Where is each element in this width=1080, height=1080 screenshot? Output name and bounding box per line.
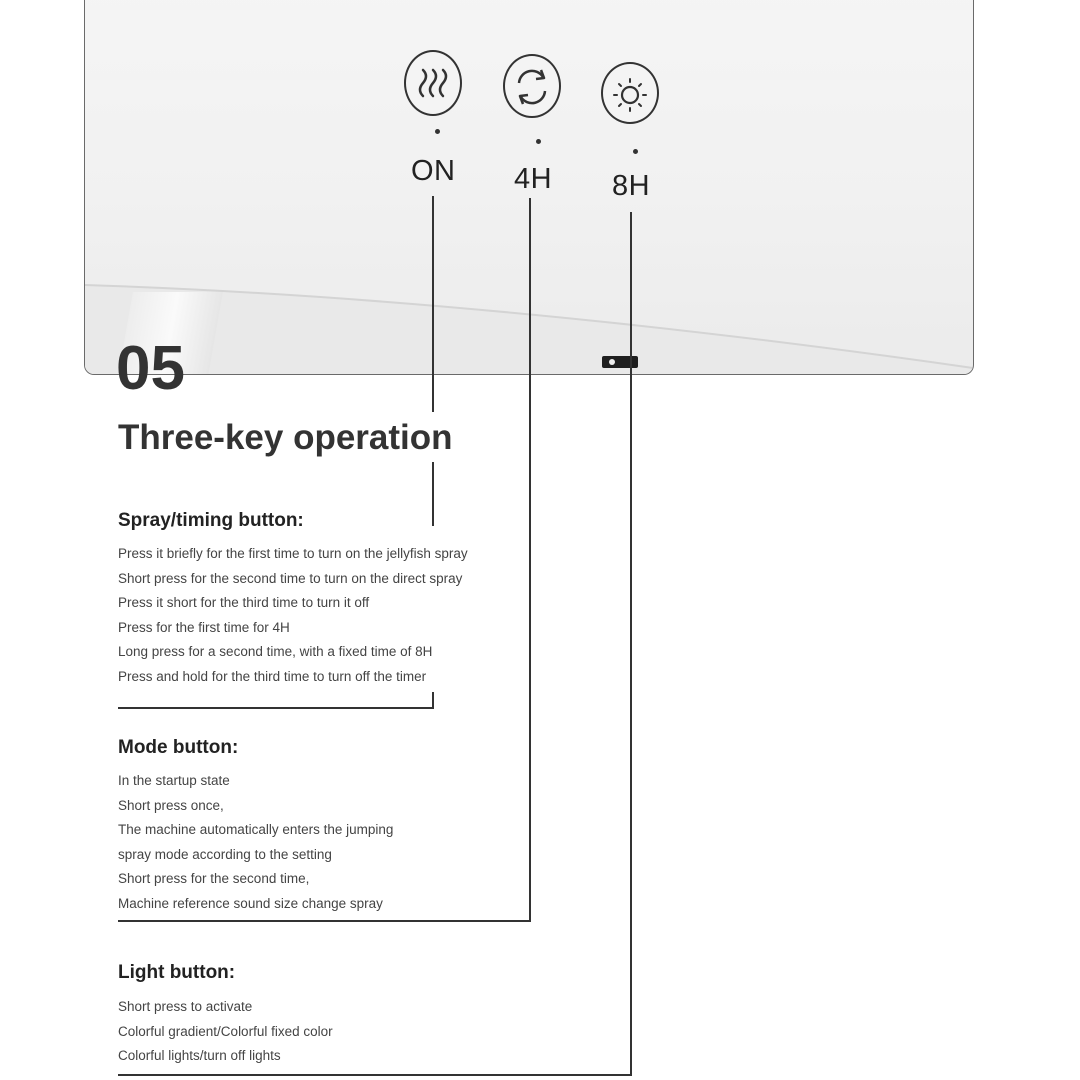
- list-item: Press and hold for the third time to turn off the timer: [118, 668, 427, 684]
- button-label-4h: 4H: [514, 163, 553, 195]
- indicator-dot-8h: [633, 149, 638, 154]
- section-title: Three-key operation: [118, 418, 453, 457]
- list-item: Press it short for the third time to turn it off: [118, 595, 370, 610]
- list-item: Short press for the second time to turn on the direct spray: [118, 570, 463, 586]
- list-item: Short press once,: [118, 797, 224, 813]
- indicator-dot-on: [435, 129, 440, 134]
- list-item: Press it briefly for the first time to turn on the jellyfish spray: [118, 546, 468, 561]
- mode-button-heading: Mode button:: [118, 737, 239, 758]
- light-section-underline: [118, 1074, 632, 1076]
- button-label-8h: 8H: [612, 170, 651, 202]
- spray-button-heading: Spray/timing button:: [118, 510, 304, 531]
- mode-section-underline: [118, 920, 531, 922]
- list-item: Short press to activate: [118, 999, 253, 1014]
- list-item: Machine reference sound size change spray: [118, 895, 383, 911]
- list-item: In the startup state: [118, 773, 230, 788]
- list-item: Colorful gradient/Colorful fixed color: [118, 1023, 333, 1039]
- light-button-heading: Light button:: [118, 962, 236, 983]
- indicator-dot-4h: [536, 139, 541, 144]
- list-item: Press for the first time for 4H: [118, 619, 290, 635]
- list-item: Colorful lights/turn off lights: [118, 1048, 281, 1063]
- list-item: Short press for the second time,: [118, 871, 310, 886]
- light-bulb-sun-icon[interactable]: [601, 62, 659, 124]
- spray-section-underline: [118, 707, 434, 709]
- switch-slot: [602, 356, 638, 368]
- heat-waves-icon[interactable]: [404, 50, 462, 116]
- mode-button-description: [118, 769, 393, 916]
- list-item: spray mode according to the setting: [118, 846, 332, 862]
- cycle-arrows-icon[interactable]: [503, 54, 561, 118]
- button-label-on: ON: [411, 155, 456, 187]
- list-item: Long press for a second time, with a fixed time of 8H: [118, 644, 433, 659]
- list-item: The machine automatically enters the jumping: [118, 822, 394, 837]
- spray-button-description: [118, 542, 468, 689]
- leader-line-8h: [630, 212, 632, 1076]
- leader-line-4h: [529, 198, 531, 922]
- section-number: 05: [116, 334, 185, 403]
- light-button-description: [118, 995, 333, 1069]
- leader-line-on-upper: [432, 196, 434, 412]
- leader-line-on-middle: [432, 462, 434, 526]
